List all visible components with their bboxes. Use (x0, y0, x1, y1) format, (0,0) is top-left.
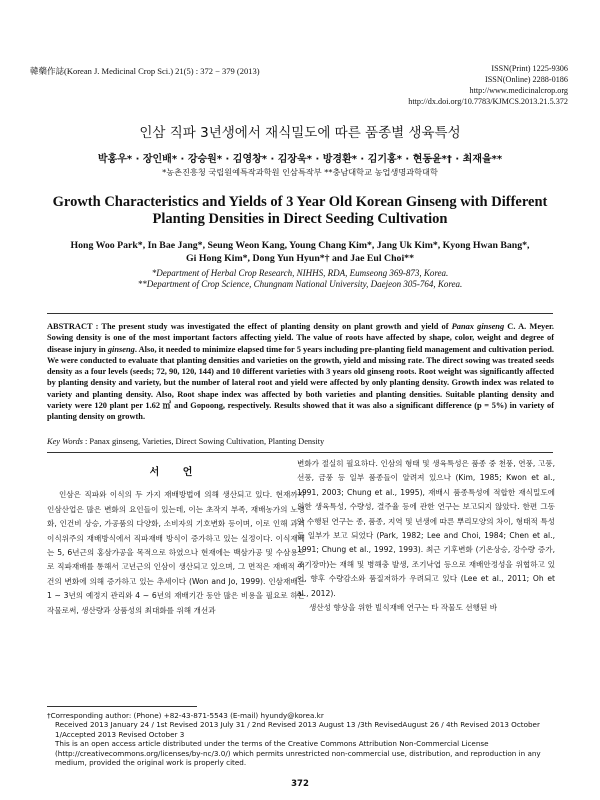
right-column (297, 457, 555, 615)
title-korean: 인삼 직파 3년생에서 재식밀도에 따른 품종별 생육특성 (139, 125, 461, 141)
affiliation-english (30, 268, 570, 290)
issn-online: ISSN(Online) 2288-0186 (484, 75, 568, 84)
journal-identifiers (408, 63, 568, 107)
authors-korean: 박홍우* · 장인배* · 강승원* · 김영창* · 김장욱* · 방경환* · 김기홍* · 현동윤*† · 최재을** (97, 154, 503, 165)
affiliation-korean: *농촌진흥청 국립원예특작과학원 인삼특작부 **충남대학교 농업생명과학대학 (162, 167, 438, 177)
right-column-paragraph-2: 생산성 향상을 위한 빌식재배 연구는 타 작물도 선행된 바 (309, 603, 498, 613)
abstract-species-2: ginseng (107, 344, 135, 354)
abstract-top-rule (47, 313, 553, 314)
left-column (47, 460, 305, 618)
abstract-text-3: . Also, it needed to minimize elapsed time for 5 years including pre-planting field management and cultivation period. We were conducted to evaluate that planting densities and varieties on the growth, yield and missing rate. The direct sowing was treated seeds density as a four levels (seeds; 72, 90, 120, 144) and 10 different varieties with 3 years old ginseng roots. Root weight was significantly affected by planting density and variety, but the number of lateral root and yield were affected by only planting density. Growth index was related to variety and planting density. Also, Root shape index was affected by both varieties and planting densities. Suitable planting density and variety were 120 plant per 1.62 ㎡ and Gopoong, respectively. Results showed that it was also a significant difference (p = 5%) in variety of planting density on growth. (47, 344, 554, 422)
title-english-line1: Growth Characteristics and Yields of 3 Year Old Korean Ginseng with Different (52, 194, 548, 210)
footnote-rule (47, 706, 197, 707)
right-column-paragraph-1: 변화가 절실히 필요하다. 인삼의 형태 및 생육특성은 품종 중 천풍, 연풍, 고풍, 선풍, 금풍 등 일부 품종들이 알려져 있으나 (Kim, 1985; Kwon et al., 1991, 2003; Chung et al., 1995), 재배시 품종특성에 적합한 재식밀도에 의한 생육특성, 수량성, 결주율 등에 관한 연구는 보고되지 않았다. 한편 그동안 수행된 연구는 종, 품종, 지역 및 년생에 따른 뿌리모양의 차이, 형태적 특성 등 일부가 보고 되었다 (Park, 1982; Lee and Choi, 1984; Chen et al., 1991; Chung et al., 1992, 1993). 최근 기후변화 (기온상승, 강수량 증가, 조기장마)는 재해 및 병해충 발생, 조기낙엽 등으로 재배안정성을 위협하고 있어, 향후 수량감소와 품질저하가 우려되고 있다 (Lee et al., 2011; Oh et al., 2012). (297, 459, 555, 598)
affiliation-english-1: *Department of Herbal Crop Research, NIHHS, RDA, Eumseong 369-873, Korea. (151, 268, 449, 278)
authors-english-line1: Hong Woo Park*, In Bae Jang*, Seung Weon Kang, Young Chang Kim*, Jang Uk Kim*, Kyong Hwan Bang*, (70, 240, 530, 251)
abstract-text-1: The present study was investigated the effect of planting density on plant growth and yield of (98, 322, 452, 331)
corresponding-author: †Corresponding author: (Phone) +82-43-871-5543 (E-mail) hyundy@korea.kr (47, 711, 324, 720)
keywords-label: Key Words (47, 437, 83, 446)
abstract-label: ABSTRACT : (47, 322, 99, 331)
abstract-bottom-rule (47, 452, 553, 453)
license-note: This is an open access article distributed under the terms of the Creative Commons Attribution Non-Commercial License (http://creativecommons.org/licenses/by-nc/3.0/) which permits unrestricted non-commercial use, distribution, and reproduction in any medium, provided the original work is properly cited. (55, 739, 541, 768)
title-english (40, 194, 560, 228)
title-english-line2: Planting Densities in Direct Seeding Cultivation (152, 211, 448, 227)
journal-citation: 韓藥作誌(Korean J. Medicinal Crop Sci.) 21(5) : 372 − 379 (2013) (30, 66, 260, 76)
section-heading: 서 언 (149, 467, 203, 478)
keywords-text: : Panax ginseng, Varieties, Direct Sowing Cultivation, Planting Density (82, 437, 325, 446)
left-column-paragraph: 인삼은 직파와 이식의 두 가지 재배방법에 의해 생산되고 있다. 현재까지 인삼산업은 많은 변화의 요인들이 있는데, 이는 초작지 부족, 재배농가의 노령화, 인건비 상승, 가공품의 다양화, 소비자의 기호변화 등이며, 이로 인해 과거 이식위주의 재배방식에서 직파재배 방식이 증가하고 있는 실정이다. 이식재배는 5, 6년근의 홍삼가공을 목적으로 하였으나 현재에는 백삼가공 및 수삼용으로 직파재배를 통해서 고년근의 인삼이 생산되고 있으며, 그 면적은 재배적 여건의 변화에 의해 증가하고 있는 추세이다 (Won and Jo, 1999). 인삼재배는 1 ~ 3년의 예정지 관리와 4 ~ 6년의 재배기간 동안 많은 비용을 필요로 하는 작물로써, 생산량과 상품성의 최대화를 위해 개선과 (47, 490, 305, 615)
affiliation-english-2: **Department of Crop Science, Chungnam National University, Daejeon 305-764, Korea. (137, 279, 463, 289)
abstract (47, 321, 554, 423)
journal-website: http://www.medicinalcrop.org (469, 86, 568, 95)
authors-english (40, 239, 560, 265)
abstract-text-2: C. A. Meyer. Sowing density is one of the most important factors affecting yield. The value of roots have affected by shape, color, weight and degree of disease injury in (47, 322, 554, 354)
issn-print: ISSN(Print) 1225-9306 (491, 64, 568, 73)
received-dates: Received 2013 January 24 / 1st Revised 2013 July 31 / 2nd Revised 2013 August 13 /3th RevisedAugust 26 / 4th Revised 2013 October 1/Accepted 2013 Revised October 3 (55, 720, 540, 739)
authors-english-line2: Gi Hong Kim*, Dong Yun Hyun*† and Jae Eul Choi** (186, 253, 414, 264)
keywords (47, 437, 554, 446)
abstract-species: Panax ginseng (451, 322, 505, 331)
page-number: 372 (291, 779, 309, 789)
footnote (47, 711, 557, 767)
doi: http://dx.doi.org/10.7783/KJMCS.2013.21.5.372 (408, 97, 568, 106)
